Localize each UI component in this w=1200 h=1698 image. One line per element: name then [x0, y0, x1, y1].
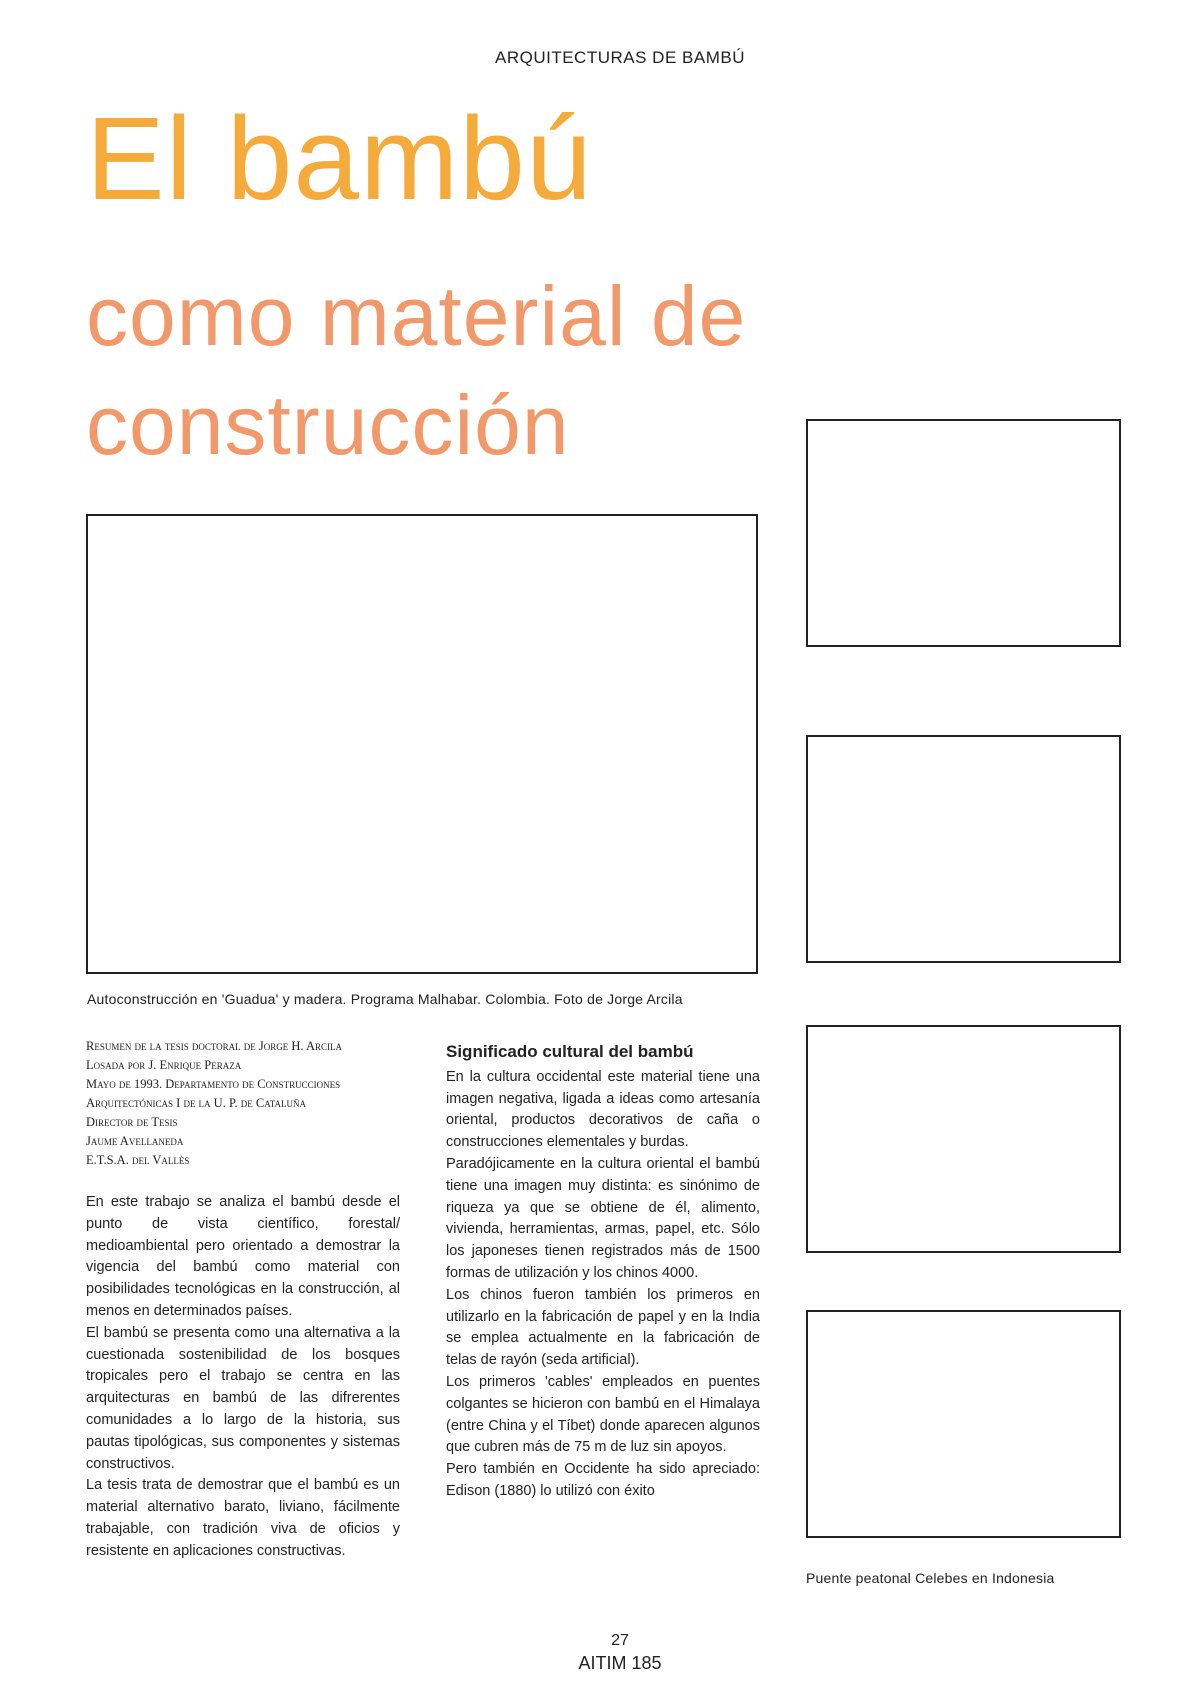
left-column: [86, 1192, 400, 1563]
body-paragraph: En la cultura occidental este material tiene una imagen negativa, ligada a ideas como artesanía oriental, productos decorativos de caña o construcciones elementales y burdas.: [446, 1068, 760, 1151]
body-paragraph: El bambú se presenta como una alternativa a la cuestionada sostenibilidad de los bosques tropicales pero el trabajo se centra en las arquitecturas en bambú de las difrerentes comunidades a lo largo de la historia, sus pautas tipológicas, sus componentes y sistemas constructivos.: [86, 1324, 400, 1472]
side-photo-frame-3: [806, 1025, 1121, 1253]
title-subtitle: [86, 262, 746, 480]
credit-line: Losada por J. Enrique Peraza: [86, 1058, 242, 1072]
credit-line: E.T.S.A. del Vallès: [86, 1153, 190, 1167]
main-photo-caption: Autoconstrucción en 'Guadua' y madera. Programa Malhabar. Colombia. Foto de Jorge Arcila: [87, 991, 683, 1007]
credit-line: Resumen de la tesis doctoral de Jorge H. Arcila: [86, 1039, 343, 1053]
side-photo-frame-2: [806, 735, 1121, 963]
credit-line: Director de Tesis: [86, 1115, 178, 1129]
title-main: El bambú: [86, 93, 593, 225]
credit-line: Arquitectónicas I de la U. P. de Cataluña: [86, 1096, 307, 1110]
publication-name: AITIM 185: [578, 1653, 662, 1673]
side-photo-frame-4: [806, 1310, 1121, 1538]
body-paragraph: En este trabajo se analiza el bambú desde el punto de vista científico, forestal/ medioambiental pero orientado a demostrar la vigencia del bambú como material con posibilidades tecnológicas en la construcción, al menos en determinados países.: [86, 1194, 400, 1319]
title-subtitle-line-2: construcción: [86, 378, 570, 473]
body-paragraph: Pero también en Occidente ha sido apreciado: Edison (1880) lo utilizó con éxito: [446, 1461, 760, 1499]
body-paragraph: Los chinos fueron también los primeros en utilizarlo en la fabricación de papel y en la India se emplea actualmente en la fabricación de telas de rayón (seda artificial).: [446, 1286, 760, 1369]
body-paragraph: Los primeros 'cables' empleados en puentes colgantes se hicieron con bambú en el Himalaya (entre China y el Tíbet) donde aparecen algunos que cubren más de 75 m de luz sin apoyos.: [446, 1373, 760, 1456]
page-number: 27: [611, 1632, 629, 1649]
title-subtitle-line-1: como material de: [86, 269, 747, 363]
credit-line: Jaume Avellaneda: [86, 1134, 184, 1148]
right-column: [446, 1041, 760, 1503]
body-paragraph: La tesis trata de demostrar que el bambú es un material alternativo barato, liviano, fácilmente trabajable, con tradición viva de oficios y resistente en aplicaciones constructivas.: [86, 1477, 400, 1559]
body-paragraph: Paradójicamente en la cultura oriental el bambú tiene una imagen muy distinta: es sinónimo de riqueza ya que se obtiene de él, alimento, vivienda, herramientas, armas, papel, etc. Sólo los japoneses tienen registrados más de 1500 formas de utilización y los chinos 4000.: [446, 1155, 760, 1281]
side-photo-frame-1: [806, 419, 1121, 647]
section-heading: Significado cultural del bambú: [446, 1042, 694, 1061]
credit-line: Mayo de 1993. Departamento de Construcciones: [86, 1077, 341, 1091]
running-head: ARQUITECTURAS DE BAMBÚ: [495, 48, 745, 67]
main-photo-frame: [86, 514, 758, 974]
side-photo-caption: Puente peatonal Celebes en Indonesia: [806, 1570, 1055, 1586]
thesis-credits: [86, 1037, 406, 1170]
